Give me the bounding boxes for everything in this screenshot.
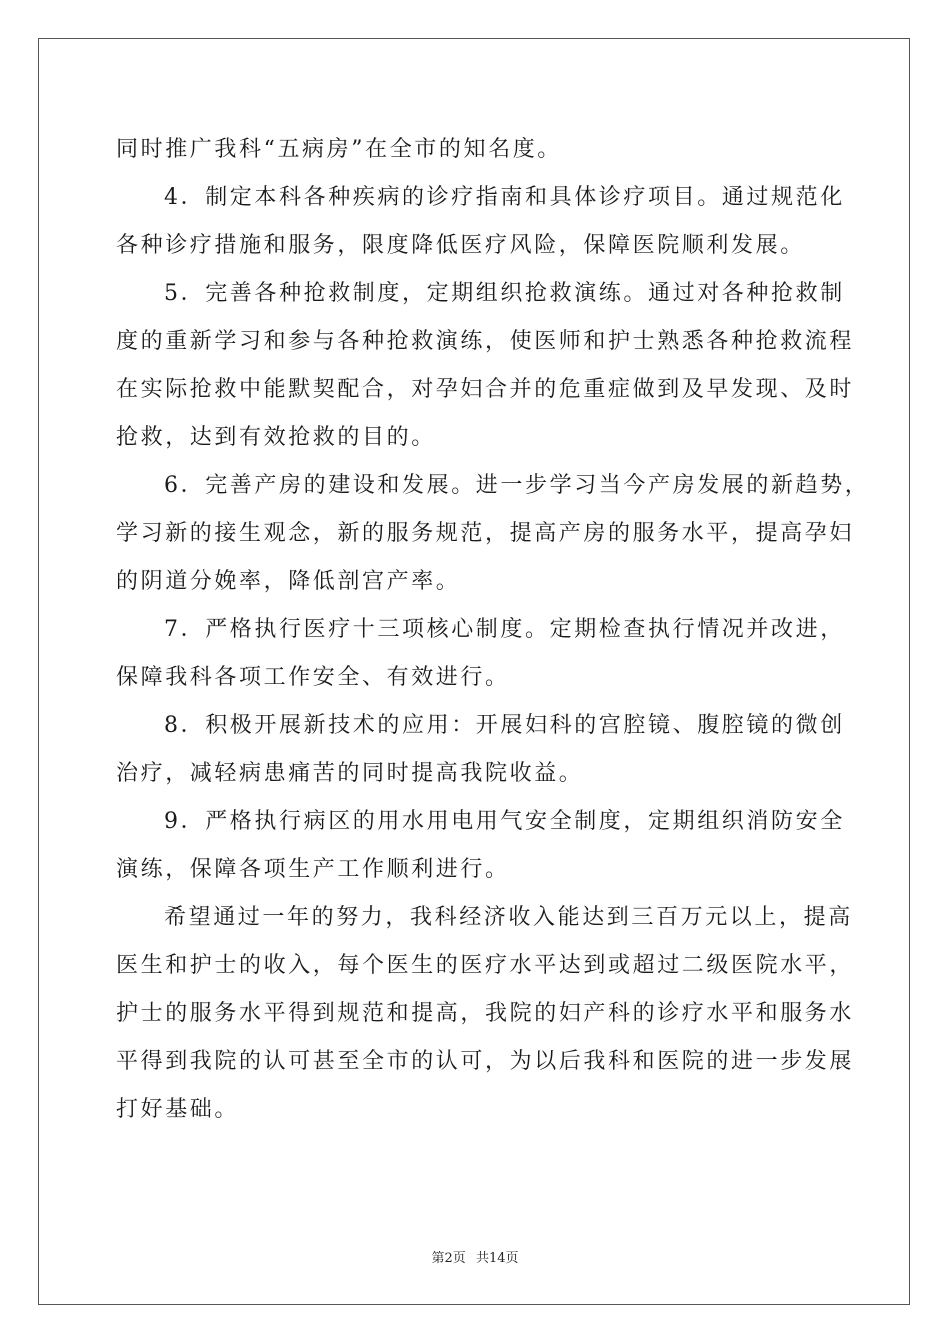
- text-line: 希望通过一年的努力，我科经济收入能达到三百万元以上，提高: [164, 905, 853, 930]
- paragraph: [116, 798, 845, 894]
- paragraph: [116, 894, 855, 1134]
- document-body: [116, 126, 870, 1134]
- text-line: 同时推广我科“五病房”在全市的知名度。: [116, 137, 562, 162]
- paragraph: [116, 270, 855, 462]
- total-pages: 共14页: [475, 1251, 519, 1266]
- text-line: 治疗，减轻病患痛苦的同时提高我院收益。: [116, 761, 584, 786]
- page-number: 第2页: [431, 1251, 466, 1266]
- text-line: 9．严格执行病区的用水用电用气安全制度，定期组织消防安全: [164, 809, 845, 834]
- text-line: 演练，保障各项生产工作顺利进行。: [116, 857, 510, 882]
- text-line: 在实际抢救中能默契配合，对孕妇合并的危重症做到及早发现、及时: [116, 377, 855, 402]
- text-line: 平得到我院的认可甚至全市的认可，为以后我科和医院的进一步发展: [116, 1049, 855, 1074]
- text-line: 度的重新学习和参与各种抢救演练，使医师和护士熟悉各种抢救流程: [116, 329, 855, 354]
- paragraph: [116, 462, 870, 606]
- text-line: 护士的服务水平得到规范和提高，我院的妇产科的诊疗水平和服务水: [116, 1001, 855, 1026]
- page-footer: [0, 1247, 950, 1266]
- paragraph: [116, 702, 845, 798]
- text-line: 8．积极开展新技术的应用：开展妇科的宫腔镜、腹腔镜的微创: [164, 713, 845, 738]
- text-line: 7．严格执行医疗十三项核心制度。定期检查执行情况并改进，: [164, 617, 845, 642]
- paragraph: [116, 174, 845, 270]
- text-line: 的阴道分娩率，降低剖宫产率。: [116, 569, 461, 594]
- text-line: 学习新的接生观念，新的服务规范，提高产房的服务水平，提高孕妇: [116, 521, 855, 546]
- paragraph: [116, 126, 838, 174]
- text-line: 各种诊疗措施和服务，限度降低医疗风险，保障医院顺利发展。: [116, 233, 805, 258]
- text-line: 5．完善各种抢救制度，定期组织抢救演练。通过对各种抢救制: [164, 281, 845, 306]
- text-line: 4．制定本科各种疾病的诊疗指南和具体诊疗项目。通过规范化: [164, 185, 845, 210]
- text-line: 保障我科各项工作安全、有效进行。: [116, 665, 510, 690]
- text-line: 抢救，达到有效抢救的目的。: [116, 425, 436, 450]
- text-line: 医生和护士的收入，每个医生的医疗水平达到或超过二级医院水平，: [116, 953, 855, 978]
- text-line: 打好基础。: [116, 1097, 240, 1122]
- text-line: 6．完善产房的建设和发展。进一步学习当今产房发展的新趋势，: [164, 473, 870, 498]
- paragraph: [116, 606, 845, 702]
